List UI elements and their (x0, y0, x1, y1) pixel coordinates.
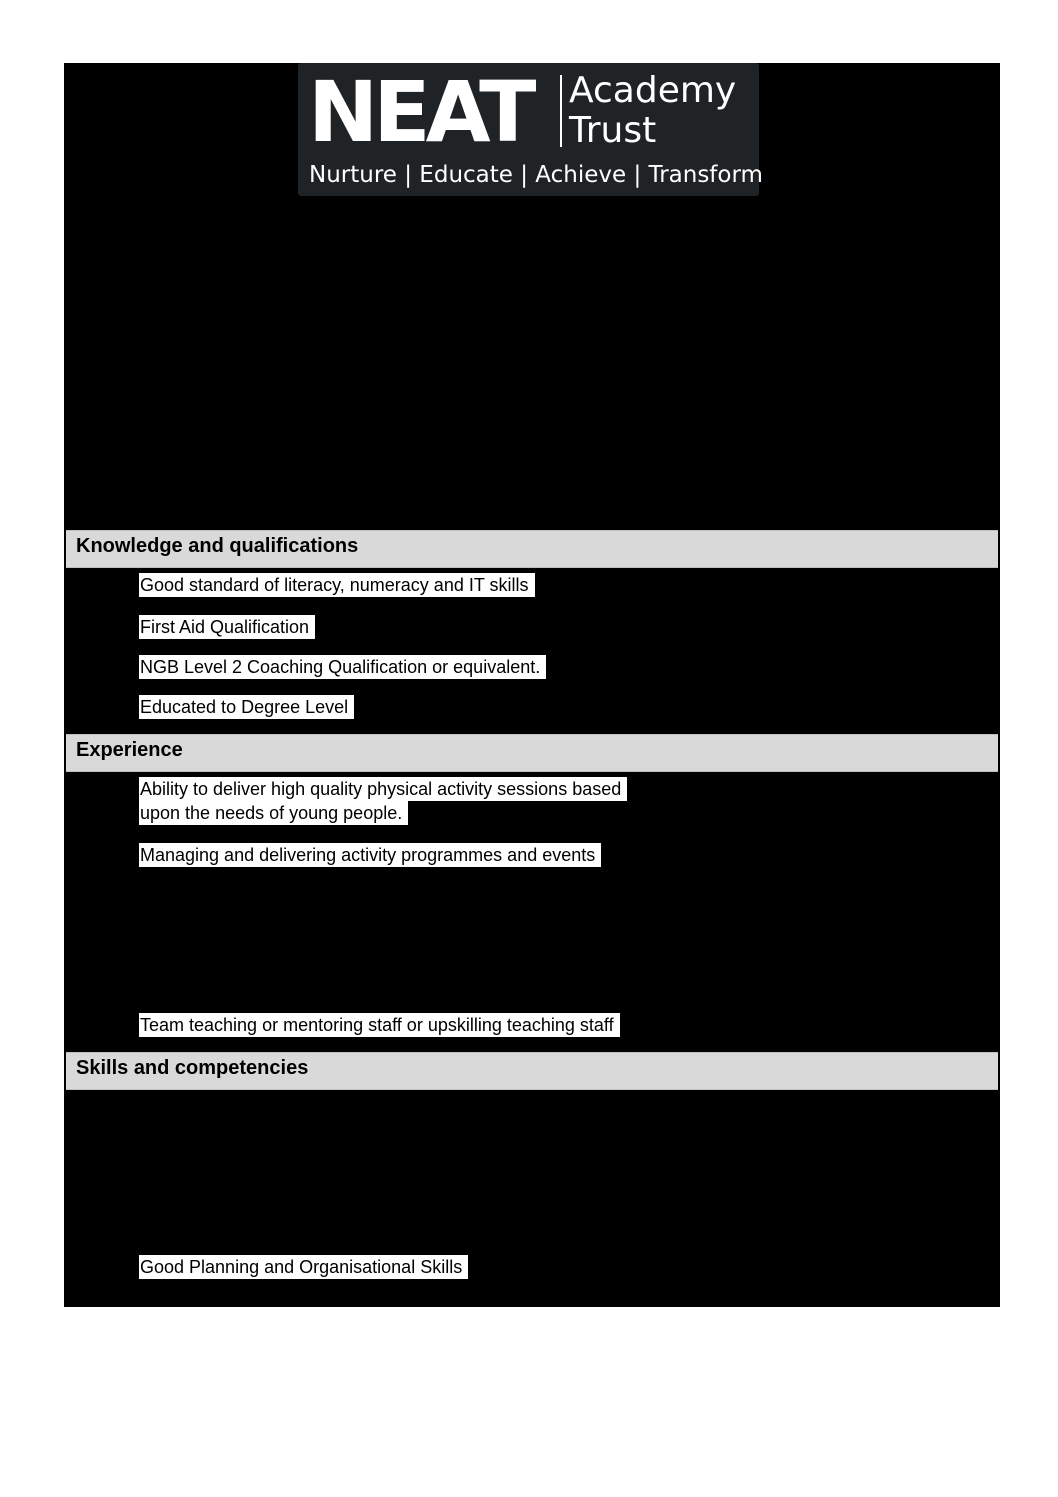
redacted-document-area (64, 63, 1000, 1307)
list-item: Managing and delivering activity programmes and events (139, 843, 601, 867)
logo-trust: Trust (569, 110, 657, 151)
logo-brand: NEAT (308, 63, 532, 161)
logo-divider (560, 75, 562, 147)
list-item: First Aid Qualification (139, 615, 315, 639)
list-item: Educated to Degree Level (139, 695, 354, 719)
neat-academy-trust-logo (298, 63, 763, 196)
list-item: Good Planning and Organisational Skills (139, 1255, 468, 1279)
section-title: Knowledge and qualifications (76, 535, 359, 557)
section-title: Skills and competencies (76, 1057, 309, 1079)
logo-tagline: Nurture | Educate | Achieve | Transform (309, 162, 763, 188)
list-item: Team teaching or mentoring staff or upskilling teaching staff (139, 1013, 620, 1037)
section-header-skills (66, 1052, 998, 1090)
list-item: Good standard of literacy, numeracy and IT skills (139, 573, 535, 597)
section-header-experience (66, 734, 998, 772)
logo-academy: Academy (569, 70, 737, 111)
list-item: NGB Level 2 Coaching Qualification or equivalent. (139, 655, 546, 679)
section-header-knowledge (66, 530, 998, 568)
list-item: Ability to deliver high quality physical activity sessions based (139, 777, 627, 801)
section-title: Experience (76, 739, 183, 761)
list-item: upon the needs of young people. (139, 801, 408, 825)
